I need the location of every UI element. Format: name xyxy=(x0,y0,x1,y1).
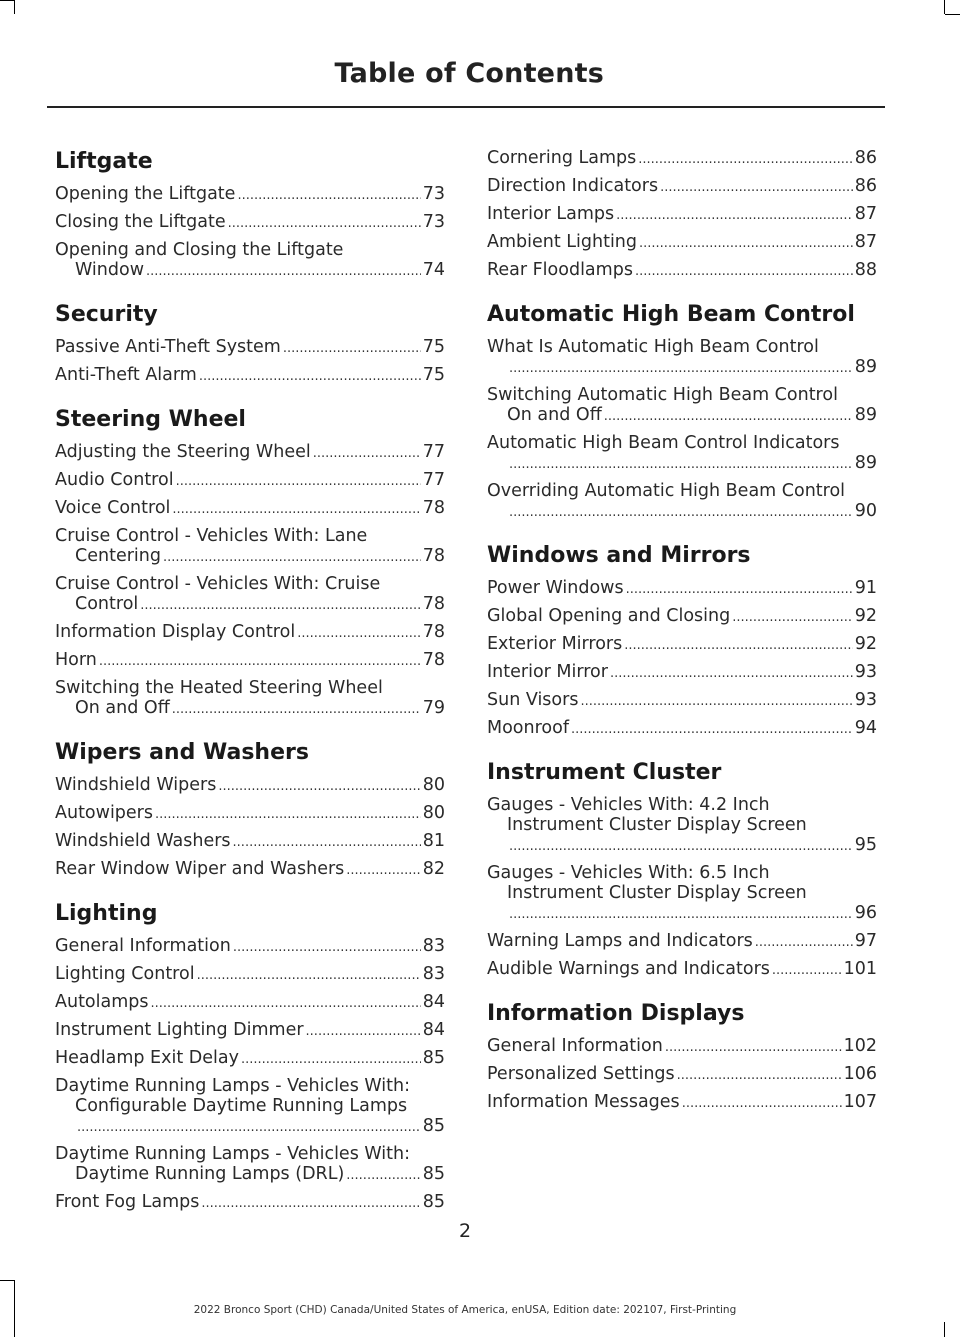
dot-leader xyxy=(346,861,420,881)
entry-label: Daytime Running Lamps - Vehicles With: xyxy=(55,1144,411,1164)
dot-leader xyxy=(306,1022,421,1042)
dot-leader xyxy=(237,186,420,206)
entry-page-number: 97 xyxy=(854,931,877,951)
entry-label: Voice Control xyxy=(55,498,171,518)
toc-entry[interactable] xyxy=(487,481,877,523)
entry-label: Instrument Cluster Display Screen xyxy=(507,815,807,835)
entry-page-number: 89 xyxy=(854,453,877,473)
section-heading: Lighting xyxy=(55,901,158,926)
dot-leader xyxy=(297,624,421,644)
dot-leader xyxy=(140,596,420,616)
entry-page-number: 80 xyxy=(422,775,445,795)
entry-label: Personalized Settings xyxy=(487,1064,675,1084)
toc-section-steering-wheel xyxy=(55,404,445,720)
section-heading: Automatic High Beam Control xyxy=(487,302,855,327)
toc-entry[interactable] xyxy=(55,337,445,359)
entry-label: On and Off xyxy=(507,405,602,425)
toc-entry[interactable] xyxy=(55,803,445,825)
toc-entry[interactable] xyxy=(55,212,445,234)
entry-label: Lighting Control xyxy=(55,964,195,984)
entry-label: Daytime Running Lamps (DRL) xyxy=(75,1164,345,1184)
section-heading: Liftgate xyxy=(55,149,153,174)
toc-entry[interactable] xyxy=(487,931,877,953)
dot-leader xyxy=(201,1194,420,1214)
crop-mark xyxy=(14,0,15,14)
page-number: 2 xyxy=(458,1220,472,1242)
entry-label: Opening the Liftgate xyxy=(55,184,236,204)
entry-label: Adjusting the Steering Wheel xyxy=(55,442,311,462)
toc-entry[interactable] xyxy=(487,578,877,600)
dot-leader xyxy=(151,994,421,1014)
entry-label: Sun Visors xyxy=(487,690,579,710)
entry-page-number: 82 xyxy=(422,859,445,879)
entry-label: Rear Floodlamps xyxy=(487,260,633,280)
entry-label: Moonroof xyxy=(487,718,569,738)
toc-entry[interactable] xyxy=(55,1144,445,1186)
dot-leader xyxy=(604,407,853,427)
entry-page-number: 84 xyxy=(422,1020,445,1040)
entry-label: Windshield Washers xyxy=(55,831,231,851)
toc-entry[interactable] xyxy=(55,1020,445,1042)
section-heading: Security xyxy=(55,302,158,327)
dot-leader xyxy=(624,636,852,656)
toc-entry[interactable] xyxy=(55,574,445,616)
toc-entry[interactable] xyxy=(487,1092,877,1114)
toc-entry[interactable] xyxy=(487,606,877,628)
toc-entry[interactable] xyxy=(55,936,445,958)
entry-label: Windshield Wipers xyxy=(55,775,217,795)
entry-label: Autolamps xyxy=(55,992,149,1012)
entry-label: Control xyxy=(75,594,139,614)
entry-page-number: 78 xyxy=(422,622,445,642)
dot-leader xyxy=(218,777,420,797)
entry-label: Exterior Mirrors xyxy=(487,634,623,654)
toc-entry[interactable] xyxy=(55,992,445,1014)
dot-leader xyxy=(626,580,853,600)
toc-entry[interactable] xyxy=(487,863,877,925)
toc-entry[interactable] xyxy=(487,795,877,857)
entry-page-number: 88 xyxy=(854,260,877,280)
entry-page-number: 92 xyxy=(854,606,877,626)
dot-leader xyxy=(77,1118,421,1138)
toc-entry[interactable] xyxy=(487,204,877,226)
crop-mark xyxy=(0,0,14,1)
entry-label: What Is Automatic High Beam Control xyxy=(487,337,819,357)
entry-page-number: 85 xyxy=(422,1116,445,1136)
dot-leader xyxy=(732,608,853,628)
toc-entry[interactable] xyxy=(55,1076,445,1138)
section-heading: Instrument Cluster xyxy=(487,760,722,785)
entry-page-number: 73 xyxy=(422,212,445,232)
toc-entry[interactable] xyxy=(487,148,877,170)
toc-entry[interactable] xyxy=(487,1064,877,1086)
toc-entry[interactable] xyxy=(55,622,445,644)
dot-leader xyxy=(155,805,421,825)
dot-leader xyxy=(233,938,421,958)
entry-page-number: 101 xyxy=(843,959,877,979)
entry-label: Cruise Control - Vehicles With: Cruise xyxy=(55,574,381,594)
entry-label: Gauges - Vehicles With: 6.5 Inch xyxy=(487,863,770,883)
toc-section-liftgate xyxy=(55,146,445,282)
toc-entry[interactable] xyxy=(55,365,445,387)
entry-page-number: 78 xyxy=(422,650,445,670)
entry-page-number: 78 xyxy=(422,498,445,518)
entry-label: Closing the Liftgate xyxy=(55,212,226,232)
dot-leader xyxy=(660,178,853,198)
dot-leader xyxy=(616,206,853,226)
entry-label: Power Windows xyxy=(487,578,624,598)
dot-leader xyxy=(241,1050,421,1070)
entry-page-number: 85 xyxy=(422,1048,445,1068)
dot-leader xyxy=(772,961,842,981)
toc-entry[interactable] xyxy=(55,442,445,464)
toc-entry[interactable] xyxy=(55,650,445,672)
entry-label: Global Opening and Closing xyxy=(487,606,731,626)
dot-leader xyxy=(509,455,853,475)
toc-section-information-displays xyxy=(487,998,877,1114)
dot-leader xyxy=(610,664,853,684)
dot-leader xyxy=(509,503,853,523)
toc-entry[interactable] xyxy=(487,718,877,740)
entry-label: Rear Window Wiper and Washers xyxy=(55,859,345,879)
entry-page-number: 75 xyxy=(422,337,445,357)
dot-leader xyxy=(199,367,421,387)
toc-entry[interactable] xyxy=(55,1048,445,1070)
toc-section-security xyxy=(55,299,445,387)
entry-page-number: 107 xyxy=(843,1092,877,1112)
dot-leader xyxy=(346,1166,420,1186)
toc-entry[interactable] xyxy=(487,260,877,282)
entry-page-number: 102 xyxy=(843,1036,877,1056)
entry-label: General Information xyxy=(487,1036,663,1056)
dot-leader xyxy=(639,234,853,254)
entry-label: Window xyxy=(75,260,145,280)
entry-page-number: 78 xyxy=(422,546,445,566)
entry-page-number: 84 xyxy=(422,992,445,1012)
entry-page-number: 93 xyxy=(854,662,877,682)
entry-label: Passive Anti-Theft System xyxy=(55,337,281,357)
entry-page-number: 74 xyxy=(422,260,445,280)
entry-label: Information Messages xyxy=(487,1092,680,1112)
toc-entry[interactable] xyxy=(487,634,877,656)
entry-label: Cruise Control - Vehicles With: Lane xyxy=(55,526,368,546)
toc-section-wipers-and-washers xyxy=(55,737,445,881)
entry-page-number: 87 xyxy=(854,232,877,252)
entry-label: On and Off xyxy=(75,698,170,718)
entry-page-number: 91 xyxy=(854,578,877,598)
entry-label: Gauges - Vehicles With: 4.2 Inch xyxy=(487,795,770,815)
crop-mark xyxy=(945,14,960,15)
dot-leader xyxy=(509,905,853,925)
toc-entry[interactable] xyxy=(487,385,877,427)
section-heading: Information Displays xyxy=(487,1001,745,1026)
section-heading: Wipers and Washers xyxy=(55,740,309,765)
entry-label: Switching the Heated Steering Wheel xyxy=(55,678,383,698)
entry-label: Direction Indicators xyxy=(487,176,659,196)
entry-label: Opening and Closing the Liftgate xyxy=(55,240,344,260)
dot-leader xyxy=(163,548,421,568)
toc-entry[interactable] xyxy=(487,232,877,254)
entry-page-number: 73 xyxy=(422,184,445,204)
toc-section-windows-and-mirrors xyxy=(487,540,877,740)
entry-page-number: 90 xyxy=(854,501,877,521)
dot-leader xyxy=(176,472,421,492)
entry-page-number: 81 xyxy=(422,831,445,851)
entry-page-number: 86 xyxy=(854,176,877,196)
toc-entry[interactable] xyxy=(55,526,445,568)
entry-page-number: 92 xyxy=(854,634,877,654)
entry-label: Audio Control xyxy=(55,470,174,490)
dot-leader xyxy=(677,1066,842,1086)
header-divider xyxy=(47,106,885,108)
entry-page-number: 86 xyxy=(854,148,877,168)
toc-section-lighting xyxy=(55,898,445,1214)
toc-entry[interactable] xyxy=(487,433,877,475)
crop-mark xyxy=(0,1280,14,1281)
toc-entry[interactable] xyxy=(55,498,445,520)
entry-label: Automatic High Beam Control Indicators xyxy=(487,433,840,453)
toc-entry[interactable] xyxy=(487,337,877,379)
dot-leader xyxy=(665,1038,842,1058)
dot-leader xyxy=(313,444,421,464)
entry-page-number: 77 xyxy=(422,442,445,462)
toc-column-left xyxy=(55,146,445,1231)
entry-label: Cornering Lamps xyxy=(487,148,637,168)
entry-label: Daytime Running Lamps - Vehicles With: xyxy=(55,1076,411,1096)
dot-leader xyxy=(509,359,853,379)
entry-page-number: 95 xyxy=(854,835,877,855)
entry-page-number: 85 xyxy=(422,1164,445,1184)
entry-label: Ambient Lighting xyxy=(487,232,638,252)
entry-page-number: 89 xyxy=(854,405,877,425)
entry-label: Anti-Theft Alarm xyxy=(55,365,197,385)
dot-leader xyxy=(283,339,421,359)
crop-mark xyxy=(944,1322,945,1337)
entry-label: Instrument Cluster Display Screen xyxy=(507,883,807,903)
toc-entry[interactable] xyxy=(55,775,445,797)
toc-entry[interactable] xyxy=(55,859,445,881)
entry-page-number: 77 xyxy=(422,470,445,490)
entry-label: Centering xyxy=(75,546,161,566)
section-heading: Windows and Mirrors xyxy=(487,543,751,568)
dot-leader xyxy=(638,150,852,170)
toc-column-right xyxy=(487,146,877,1131)
toc-entry[interactable] xyxy=(55,678,445,720)
section-heading: Steering Wheel xyxy=(55,407,246,432)
entry-page-number: 93 xyxy=(854,690,877,710)
dot-leader xyxy=(509,837,853,857)
entry-page-number: 79 xyxy=(422,698,445,718)
entry-page-number: 80 xyxy=(422,803,445,823)
dot-leader xyxy=(571,720,853,740)
entry-page-number: 94 xyxy=(854,718,877,738)
dot-leader xyxy=(635,262,853,282)
dot-leader xyxy=(682,1094,842,1114)
dot-leader xyxy=(197,966,421,986)
toc-entry[interactable] xyxy=(55,184,445,206)
entry-label: Configurable Daytime Running Lamps xyxy=(75,1096,408,1116)
entry-label: Switching Automatic High Beam Control xyxy=(487,385,838,405)
entry-label: Autowipers xyxy=(55,803,153,823)
toc-entry[interactable] xyxy=(55,831,445,853)
entry-label: Warning Lamps and Indicators xyxy=(487,931,753,951)
dot-leader xyxy=(580,692,852,712)
entry-page-number: 85 xyxy=(422,1192,445,1212)
footer-edition: 2022 Bronco Sport (CHD) Canada/United States of America, enUSA, Edition date: 202107, First-Printing xyxy=(193,1304,737,1316)
dot-leader xyxy=(172,700,421,720)
dot-leader xyxy=(228,214,421,234)
entry-page-number: 87 xyxy=(854,204,877,224)
dot-leader xyxy=(172,500,420,520)
toc-section xyxy=(487,148,877,282)
entry-label: Headlamp Exit Delay xyxy=(55,1048,239,1068)
entry-label: Interior Lamps xyxy=(487,204,615,224)
entry-page-number: 75 xyxy=(422,365,445,385)
entry-label: Horn xyxy=(55,650,97,670)
toc-entry[interactable] xyxy=(55,1192,445,1214)
entry-label: Front Fog Lamps xyxy=(55,1192,200,1212)
entry-page-number: 83 xyxy=(422,964,445,984)
toc-entry[interactable] xyxy=(55,470,445,492)
entry-label: General Information xyxy=(55,936,231,956)
toc-entry[interactable] xyxy=(487,662,877,684)
entry-label: Interior Mirror xyxy=(487,662,608,682)
dot-leader xyxy=(146,262,421,282)
entry-page-number: 96 xyxy=(854,903,877,923)
entry-page-number: 89 xyxy=(854,357,877,377)
entry-page-number: 83 xyxy=(422,936,445,956)
crop-mark xyxy=(944,0,945,14)
entry-label: Instrument Lighting Dimmer xyxy=(55,1020,304,1040)
dot-leader xyxy=(755,933,853,953)
dot-leader xyxy=(99,652,421,672)
toc-entry[interactable] xyxy=(55,240,445,282)
page-title: Table of Contents xyxy=(334,58,604,89)
dot-leader xyxy=(233,833,421,853)
entry-page-number: 106 xyxy=(843,1064,877,1084)
toc-section-instrument-cluster xyxy=(487,757,877,981)
entry-page-number: 78 xyxy=(422,594,445,614)
entry-label: Information Display Control xyxy=(55,622,296,642)
toc-entry[interactable] xyxy=(55,964,445,986)
entry-label: Audible Warnings and Indicators xyxy=(487,959,770,979)
toc-entry[interactable] xyxy=(487,176,877,198)
entry-label: Overriding Automatic High Beam Control xyxy=(487,481,846,501)
toc-entry[interactable] xyxy=(487,959,877,981)
toc-entry[interactable] xyxy=(487,690,877,712)
toc-section-automatic-high-beam-control xyxy=(487,299,877,523)
toc-entry[interactable] xyxy=(487,1036,877,1058)
